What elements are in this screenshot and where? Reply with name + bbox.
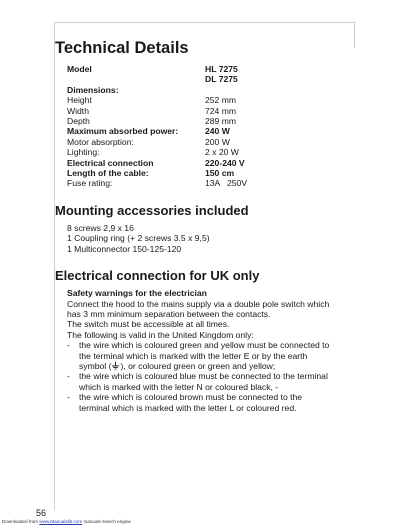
spec-label: Fuse rating: <box>67 178 113 189</box>
footer-link[interactable]: www.Manualslib.com <box>39 519 83 524</box>
spec-row <box>67 116 337 126</box>
spec-label: Height <box>67 95 92 106</box>
spec-label: Depth <box>67 116 90 127</box>
bullet-text-part: the wire which is coloured green and yellow must be connected to the terminal which is marked with the letter E or by the earth symbol ( <box>79 340 330 371</box>
uk-section <box>67 288 333 413</box>
spec-value: 220-240 V <box>205 157 245 168</box>
footer <box>2 519 131 525</box>
spec-value: 724 mm <box>205 105 237 116</box>
spec-row <box>67 147 337 157</box>
spec-value: HL 7275 <box>205 64 238 74</box>
spec-value: 2 x 20 W <box>205 147 239 158</box>
bullet-text: the wire which is coloured brown must be connected to the terminal which is marked with the letter L or coloured red. <box>79 392 303 413</box>
list-item <box>67 392 333 413</box>
spec-row <box>67 64 337 74</box>
spec-label: Dimensions: <box>67 84 119 95</box>
list-item: 8 screws 2,9 x 16 <box>67 222 134 233</box>
spec-row <box>67 106 337 116</box>
mounting-heading: Mounting accessories included <box>55 202 249 218</box>
spec-value: DL 7275 <box>205 74 238 85</box>
paragraph: The switch must be accessible at all times. <box>67 319 230 330</box>
spec-label: Model <box>67 64 92 74</box>
spec-row <box>67 137 337 147</box>
spec-row <box>67 178 337 188</box>
bullet-text-part: ), or coloured green or green and yellow; <box>120 360 276 371</box>
page-number: 56 <box>36 508 47 518</box>
list-item: 1 Multiconnector 150-125-120 <box>67 243 182 254</box>
spec-value: 200 W <box>205 136 230 147</box>
spec-row <box>67 95 337 105</box>
footer-prefix: Downloaded from <box>2 519 39 524</box>
bullet-text <box>79 340 333 371</box>
spec-label: Lighting: <box>67 147 100 158</box>
footer-suffix: manuals search engine <box>83 519 131 524</box>
main-content <box>55 38 345 413</box>
corner-rule <box>354 22 355 48</box>
spec-label: Motor absorption: <box>67 136 134 147</box>
spec-row <box>67 158 337 168</box>
spec-row <box>67 74 337 84</box>
list-item <box>67 340 333 371</box>
paragraph: The following is valid in the United Kingdom only: <box>67 329 254 340</box>
paragraph: Connect the hood to the mains supply via a double pole switch which has 3 mm minimum separation between the contacts. <box>67 298 330 319</box>
bullet-dash: - <box>67 392 70 403</box>
spec-value: 150 cm <box>205 168 235 179</box>
spec-label <box>67 74 205 84</box>
spec-label: Length of the cable: <box>67 168 149 179</box>
specs-table <box>67 64 337 189</box>
page-title: Technical Details <box>55 39 189 57</box>
list-item <box>67 371 333 392</box>
bullet-dash: - <box>67 340 70 351</box>
spec-row <box>67 168 337 178</box>
spec-value: 289 mm <box>205 116 237 127</box>
safety-subheading: Safety warnings for the electrician <box>67 288 207 299</box>
bullet-text: the wire which is coloured blue must be connected to the terminal which is marked with the letter N or coloured black, - <box>79 371 328 392</box>
bullet-dash: - <box>67 371 70 382</box>
spec-value: 13A 250V <box>205 178 248 189</box>
spec-value: 252 mm <box>205 95 237 106</box>
spec-value: 240 W <box>205 126 230 137</box>
spec-value <box>205 85 337 95</box>
spec-label: Width <box>67 105 89 116</box>
uk-heading: Electrical connection for UK only <box>55 268 260 284</box>
spec-row <box>67 85 337 95</box>
spec-label: Electrical connection <box>67 157 154 168</box>
spec-row <box>67 126 337 136</box>
spec-label: Maximum absorbed power: <box>67 126 179 137</box>
list-item: 1 Coupling ring (+ 2 screws 3.5 x 9,5) <box>67 233 210 244</box>
mounting-list <box>67 223 345 254</box>
top-rule <box>54 22 354 23</box>
